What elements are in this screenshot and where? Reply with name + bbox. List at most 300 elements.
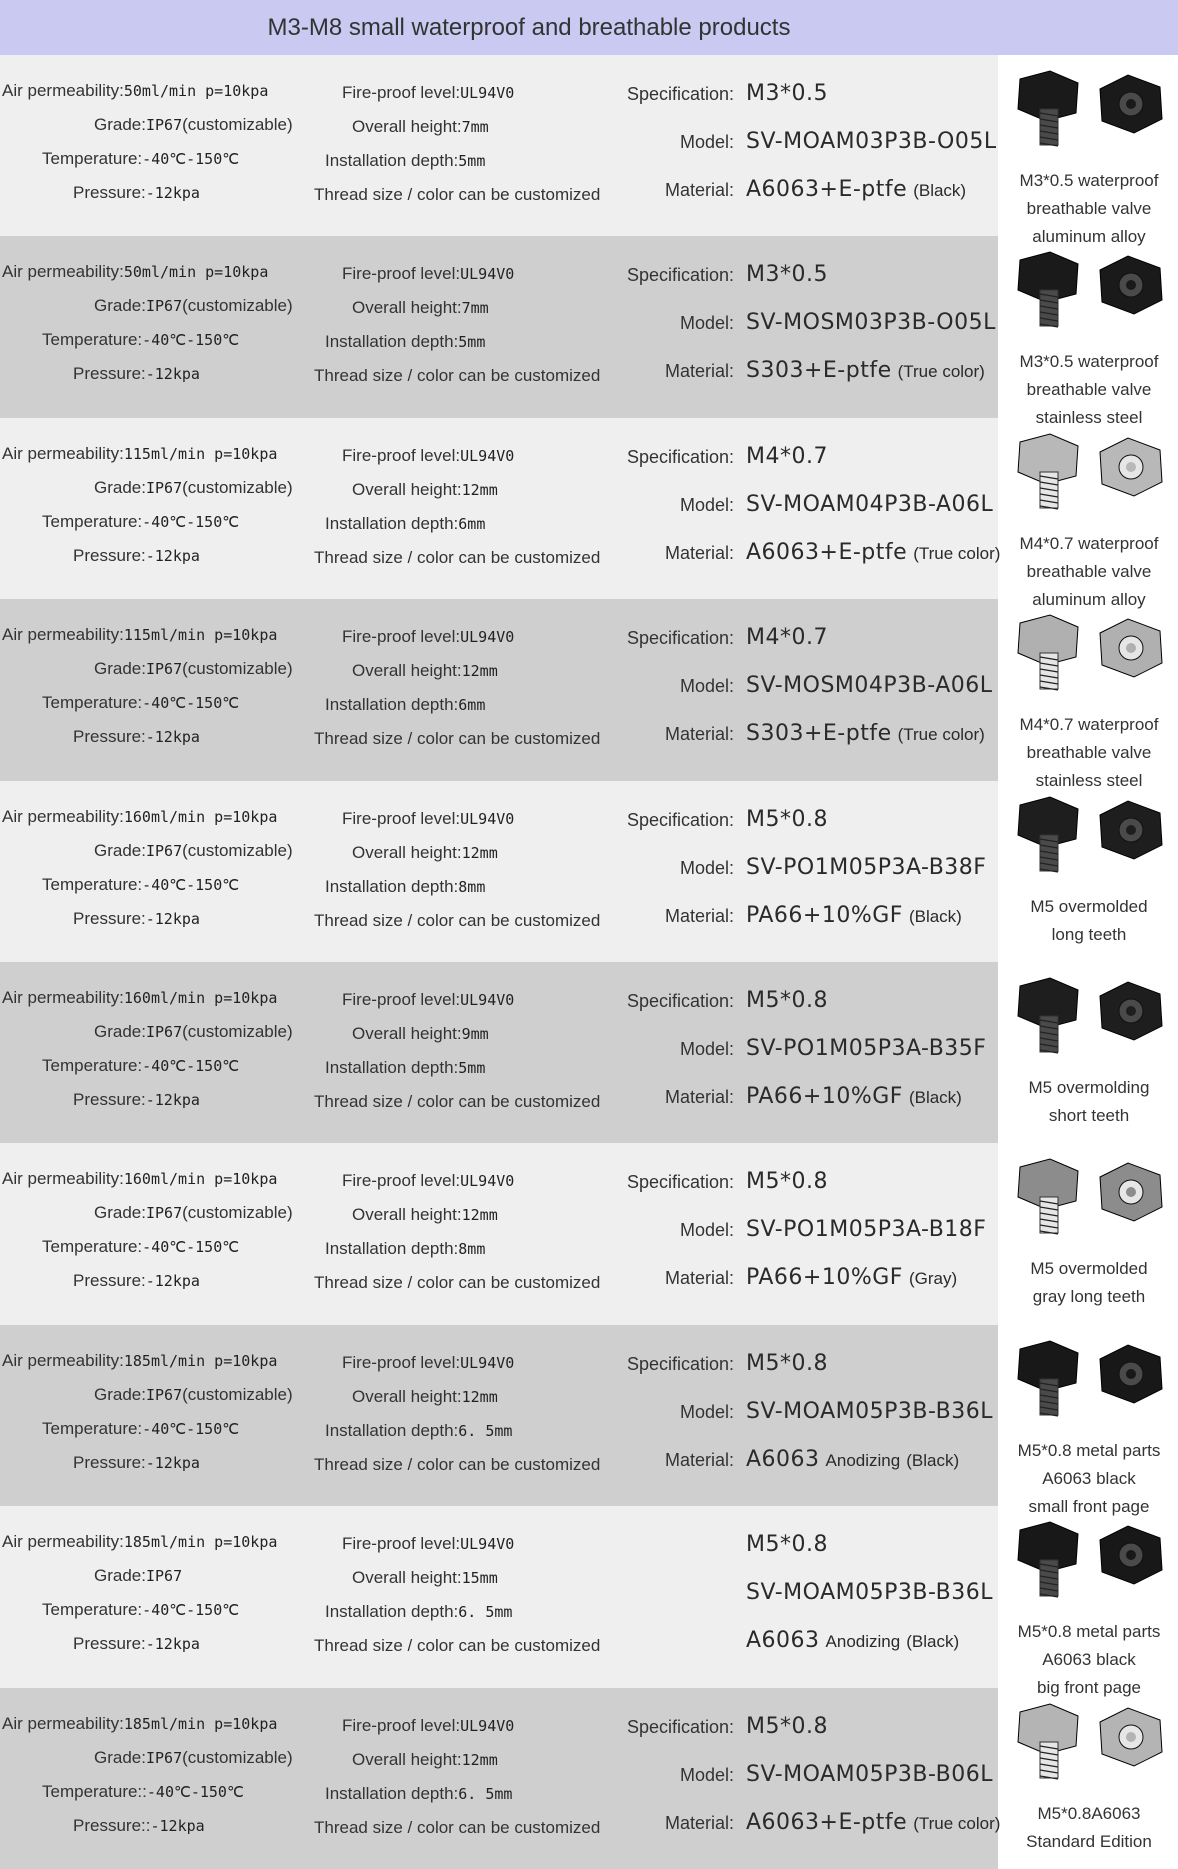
material-label: Material: (664, 542, 734, 563)
model-value: SV-MOAM04P3B-A06L (746, 491, 994, 517)
model-label: Model: (679, 857, 734, 878)
specification (609, 1351, 828, 1376)
fire-proof-level (342, 264, 514, 284)
model (609, 1762, 993, 1787)
installation-depth-value: 8mm (458, 877, 486, 896)
installation-depth-label: Installation depth: (325, 513, 459, 533)
material (609, 1265, 957, 1290)
model (609, 1036, 986, 1061)
model-label: Model: (679, 1038, 734, 1059)
grade (94, 841, 293, 861)
overall-height-label: Overall height: (352, 1205, 462, 1225)
pressure-label: Pressure: (73, 545, 146, 565)
material (609, 1084, 962, 1109)
overall-height-value: 7mm (461, 118, 489, 136)
overall-height (352, 298, 489, 318)
model (609, 673, 993, 698)
installation-depth-label: Installation depth: (325, 695, 459, 715)
temperature-value: -40℃-150℃ (146, 1782, 244, 1801)
product-caption: M3*0.5 waterproof breathable valve stainless steel (1019, 352, 1159, 428)
model-label: Model: (679, 313, 734, 334)
pressure-label: Pressure: (73, 1271, 146, 1291)
overall-height-value: 12mm (461, 1387, 498, 1406)
customization-note: Thread size / color can be customized (314, 1091, 601, 1111)
specification-label: Specification: (626, 446, 734, 467)
table-row (0, 1506, 1178, 1698)
installation-depth-value: 5mm (458, 333, 486, 352)
fire-proof-level-value: UL94V0 (460, 628, 515, 647)
temperature-label: Temperature: (42, 511, 143, 531)
fire-proof-level-label: Fire-proof level: (342, 808, 461, 828)
air-permeability (2, 81, 268, 101)
fire-proof-level-label: Fire-proof level: (342, 1534, 461, 1554)
model-label: Model: (679, 1220, 734, 1241)
installation-depth (325, 1784, 512, 1804)
fire-proof-level-label: Fire-proof level: (342, 989, 461, 1009)
customization-note: Thread size / color can be customized (314, 1817, 601, 1837)
pressure-value: -12kpa (145, 365, 200, 384)
silver-slotted-valve-icon (1000, 603, 1178, 713)
air-permeability-label: Air permeability: (2, 1532, 124, 1552)
pressure-value: -12kpa (145, 1272, 200, 1291)
grade-label: Grade: (94, 296, 146, 316)
grade-note: (customizable) (182, 1384, 293, 1404)
installation-depth-value: 6. 5mm (458, 1421, 513, 1440)
installation-depth (325, 877, 485, 897)
overall-height (352, 661, 498, 681)
model-label: Model: (679, 494, 734, 515)
grade-note: (customizable) (182, 477, 293, 497)
pressure (73, 909, 200, 929)
installation-depth-label: Installation depth: (325, 151, 459, 170)
pressure-label: Pressure: (73, 1452, 146, 1472)
material (609, 1628, 959, 1653)
table-row (0, 1143, 1178, 1324)
grade-value: IP67 (145, 297, 183, 316)
pressure (73, 1634, 200, 1654)
material-color-note: (True color) (897, 725, 985, 745)
temperature-label: Temperature: (42, 1237, 143, 1257)
material (609, 177, 966, 202)
material-value: A6063+E-ptfe (746, 1809, 908, 1835)
temperature-value: -40℃-150℃ (142, 150, 240, 168)
temperature-label: Temperature: (42, 330, 143, 350)
installation-depth-value: 6. 5mm (458, 1603, 513, 1622)
material-color-note: (Black) (908, 906, 962, 926)
temperature (42, 1782, 244, 1802)
air-permeability-value: 50ml/min p=10kpa (123, 82, 269, 100)
specification-label: Specification: (626, 1353, 734, 1374)
air-permeability-value: 115ml/min p=10kpa (123, 444, 278, 463)
pressure-label: Pressure: (73, 1634, 146, 1654)
material-label: Material: (664, 1449, 734, 1470)
air-permeability-value: 160ml/min p=10kpa (123, 988, 278, 1007)
pressure-label: Pressure: (73, 364, 146, 384)
customization-note: Thread size / color can be customized (314, 729, 601, 749)
overall-height-value: 12mm (461, 480, 498, 499)
pressure (73, 1453, 200, 1473)
product-image (1000, 236, 1178, 428)
temperature (42, 1237, 239, 1257)
pressure-value: -12kpa (145, 184, 200, 202)
air-permeability-value: 50ml/min p=10kpa (123, 263, 269, 282)
material-value: A6063 (746, 1628, 820, 1654)
temperature-label: Temperature: (42, 1418, 143, 1438)
silver-valve-icon (1000, 1692, 1178, 1802)
product-image (1000, 962, 1178, 1143)
model (609, 129, 997, 154)
product-image (1000, 1506, 1178, 1698)
product-image (1000, 1688, 1178, 1869)
black-hex-valve-icon (1000, 59, 1178, 169)
overall-height (352, 843, 498, 863)
overall-height-label: Overall height: (352, 1386, 462, 1406)
air-permeability-label: Air permeability: (2, 81, 124, 100)
pressure-value: -12kpa (145, 1090, 200, 1109)
model-label: Model: (679, 132, 734, 152)
installation-depth (325, 1421, 512, 1441)
pressure (73, 183, 200, 203)
overall-height-label: Overall height: (352, 1568, 462, 1588)
installation-depth-label: Installation depth: (325, 1602, 459, 1622)
grade-label: Grade: (94, 840, 146, 860)
installation-depth-value: 6mm (458, 696, 486, 715)
grade (94, 115, 293, 135)
grade-value: IP67 (145, 116, 183, 134)
material-color-note: (True color) (897, 362, 985, 382)
grade-label: Grade: (94, 1384, 146, 1404)
model-value: SV-PO1M05P3A-B38F (746, 854, 987, 880)
grade-label: Grade: (94, 1747, 146, 1767)
customization-note: Thread size / color can be customized (314, 547, 601, 567)
overall-height-value: 12mm (461, 843, 498, 862)
pressure-label: Pressure: (73, 908, 146, 928)
installation-depth-value: 8mm (458, 1240, 486, 1259)
specification (609, 1714, 828, 1739)
material (609, 358, 985, 383)
overall-height-value: 15mm (461, 1569, 498, 1588)
fire-proof-level (342, 446, 514, 466)
material (609, 1810, 1000, 1835)
grade-value: IP67 (145, 660, 183, 679)
air-permeability-label: Air permeability: (2, 1169, 124, 1189)
grade-label: Grade: (94, 477, 146, 497)
model (609, 855, 986, 880)
overall-height (352, 1568, 498, 1588)
model-label: Model: (679, 676, 734, 697)
specification-label: Specification: (626, 265, 734, 286)
overall-height (352, 1024, 489, 1044)
fire-proof-level (342, 990, 514, 1010)
grade (94, 1203, 293, 1223)
model-value: SV-MOAM05P3B-B36L (746, 1398, 993, 1424)
overall-height-label: Overall height: (352, 479, 462, 499)
grade (94, 659, 293, 679)
model (609, 1580, 993, 1605)
specification-value: M5*0.8 (746, 1350, 828, 1376)
material-finish: Anodizing (825, 1450, 901, 1470)
pressure-label: Pressure:: (73, 1815, 151, 1835)
installation-depth (325, 1602, 512, 1622)
specification (609, 262, 828, 287)
fire-proof-level-value: UL94V0 (460, 1535, 515, 1554)
pressure (73, 546, 200, 566)
overall-height (352, 1750, 498, 1770)
grade-label: Grade: (94, 1566, 146, 1586)
overall-height (352, 1205, 498, 1225)
model (609, 492, 993, 517)
specification (609, 1532, 828, 1557)
air-permeability (2, 262, 268, 282)
temperature-label: Temperature: (42, 874, 143, 894)
material-color-note: (True color) (913, 543, 1001, 563)
model-value: SV-MOAM05P3B-B36L (746, 1580, 993, 1606)
product-image (1000, 599, 1178, 791)
model (609, 310, 996, 335)
product-image (1000, 781, 1178, 962)
product-caption: M5 overmolded long teeth (1030, 896, 1148, 944)
air-permeability-value: 185ml/min p=10kpa (123, 1714, 278, 1733)
product-caption: M3*0.5 waterproof breathable valve aluminum alloy (1019, 171, 1159, 246)
overall-height-value: 12mm (461, 1750, 498, 1769)
fire-proof-level-value: UL94V0 (460, 446, 515, 465)
fire-proof-level-value: UL94V0 (460, 265, 515, 284)
product-table (0, 55, 1178, 1869)
customization-note: Thread size / color can be customized (314, 1636, 601, 1656)
installation-depth-value: 6. 5mm (458, 1784, 513, 1803)
fire-proof-level-label: Fire-proof level: (342, 264, 461, 284)
specification (609, 807, 828, 832)
installation-depth-value: 6mm (458, 514, 486, 533)
installation-depth-value: 5mm (458, 152, 486, 170)
table-row (0, 1325, 1178, 1516)
grade-label: Grade: (94, 1021, 146, 1041)
overall-height-value: 12mm (461, 662, 498, 681)
air-permeability (2, 444, 277, 464)
fire-proof-level (342, 1534, 514, 1554)
grade (94, 1022, 293, 1042)
model-value: SV-MOSM04P3B-A06L (746, 673, 993, 699)
specification-value: M5*0.8 (746, 987, 828, 1013)
overall-height-label: Overall height: (352, 842, 462, 862)
grade-value: IP67 (145, 1748, 183, 1767)
specification (609, 625, 828, 650)
specification-value: M5*0.8 (746, 1169, 828, 1195)
overall-height-value: 9mm (461, 1024, 489, 1043)
fire-proof-level-value: UL94V0 (460, 84, 515, 102)
overall-height-label: Overall height: (352, 661, 462, 681)
material-label: Material: (664, 1812, 734, 1833)
air-permeability (2, 807, 277, 827)
installation-depth-label: Installation depth: (325, 1783, 459, 1803)
air-permeability-value: 160ml/min p=10kpa (123, 807, 278, 826)
air-permeability (2, 1169, 277, 1189)
grade-note: (customizable) (182, 840, 293, 860)
material-value: PA66+10%GF (746, 1265, 903, 1291)
table-row (0, 962, 1178, 1143)
model (609, 1399, 993, 1424)
grade-label: Grade: (94, 1203, 146, 1223)
material (609, 903, 962, 928)
air-permeability-label: Air permeability: (2, 262, 124, 282)
air-permeability-value: 115ml/min p=10kpa (123, 626, 278, 645)
specification-value: M5*0.8 (746, 1532, 828, 1558)
material-color-note: (True color) (913, 1813, 1001, 1833)
temperature-label: Temperature: (42, 693, 143, 713)
specification (609, 81, 828, 106)
grade-value: IP67 (145, 1204, 183, 1223)
air-permeability-label: Air permeability: (2, 625, 124, 645)
material-value: S303+E-ptfe (746, 721, 892, 747)
fire-proof-level (342, 627, 514, 647)
pressure-label: Pressure: (73, 183, 146, 202)
grade (94, 478, 293, 498)
air-permeability-value: 185ml/min p=10kpa (123, 1533, 278, 1552)
customization-note: Thread size / color can be customized (314, 366, 601, 386)
customization-note: Thread size / color can be customized (314, 1454, 601, 1474)
product-caption: M5*0.8 metal parts A6063 black big front page (1017, 1622, 1161, 1698)
fire-proof-level-label: Fire-proof level: (342, 1352, 461, 1372)
grade (94, 1566, 182, 1586)
material-color-note: (Black) (906, 1450, 960, 1470)
page-title: M3-M8 small waterproof and breathable products (267, 13, 791, 41)
specification-label: Specification: (626, 1172, 734, 1193)
material-label: Material: (664, 1268, 734, 1289)
air-permeability (2, 1714, 277, 1734)
fire-proof-level-label: Fire-proof level: (342, 1715, 461, 1735)
product-image (1000, 1143, 1178, 1324)
installation-depth-label: Installation depth: (325, 876, 459, 896)
specification (609, 1169, 828, 1194)
temperature (42, 1419, 239, 1439)
gray-overmolded-valve-icon (1000, 1147, 1178, 1257)
material-label: Material: (664, 361, 734, 382)
specification-label: Specification: (626, 1716, 734, 1737)
model-value: SV-MOAM03P3B-O05L (746, 129, 997, 154)
specification-value: M5*0.8 (746, 806, 828, 832)
air-permeability (2, 1532, 277, 1552)
pressure-label: Pressure: (73, 1089, 146, 1109)
product-image (1000, 55, 1178, 246)
material-value: PA66+10%GF (746, 1083, 903, 1109)
model-value: SV-PO1M05P3A-B18F (746, 1217, 987, 1243)
specification-value: M4*0.7 (746, 625, 828, 651)
installation-depth-label: Installation depth: (325, 332, 459, 352)
temperature-label: Temperature: (42, 1055, 143, 1075)
grade-value: IP67 (145, 841, 183, 860)
product-image (1000, 418, 1178, 609)
overall-height (352, 480, 498, 500)
fire-proof-level-value: UL94V0 (460, 990, 515, 1009)
grade-note: (customizable) (182, 296, 293, 316)
fire-proof-level-value: UL94V0 (460, 1172, 515, 1191)
overall-height-label: Overall height: (352, 1023, 462, 1043)
installation-depth-label: Installation depth: (325, 1420, 459, 1440)
overall-height-label: Overall height: (352, 1749, 462, 1769)
grade (94, 296, 293, 316)
overall-height (352, 1387, 498, 1407)
table-row (0, 236, 1178, 428)
product-caption: M5*0.8A6063 Standard Edition (1026, 1803, 1152, 1851)
product-caption: M5 overmolding short teeth (1028, 1077, 1150, 1125)
temperature-value: -40℃-150℃ (142, 1238, 240, 1257)
material-color-note: (Black) (908, 1087, 962, 1107)
fire-proof-level-label: Fire-proof level: (342, 1171, 461, 1191)
fire-proof-level (342, 83, 514, 103)
material-label: Material: (664, 1086, 734, 1107)
fire-proof-level (342, 1353, 514, 1373)
fire-proof-level (342, 1716, 514, 1736)
pressure (73, 727, 200, 747)
fire-proof-level-value: UL94V0 (460, 809, 515, 828)
model-value: SV-MOAM05P3B-B06L (746, 1761, 993, 1787)
grade-note: (customizable) (182, 1203, 293, 1223)
product-image (1000, 1325, 1178, 1516)
product-caption: M4*0.7 waterproof breathable valve stainless steel (1019, 715, 1159, 791)
grade-label: Grade: (94, 115, 146, 134)
material (609, 721, 985, 746)
customization-note: Thread size / color can be customized (314, 1273, 601, 1293)
installation-depth (325, 332, 485, 352)
overall-height-value: 12mm (461, 1206, 498, 1225)
specification-label: Specification: (626, 990, 734, 1011)
specification (609, 444, 828, 469)
temperature (42, 693, 239, 713)
overall-height-label: Overall height: (352, 117, 462, 136)
product-caption: M4*0.7 waterproof breathable valve aluminum alloy (1019, 533, 1159, 609)
temperature (42, 1600, 239, 1620)
grade-note: (customizable) (182, 115, 293, 134)
installation-depth-label: Installation depth: (325, 1057, 459, 1077)
product-caption: M5 overmolded gray long teeth (1030, 1259, 1148, 1307)
black-overmolded-valve-icon (1000, 785, 1178, 895)
air-permeability (2, 1351, 277, 1371)
model-value: SV-PO1M05P3A-B35F (746, 1035, 987, 1061)
model-value: SV-MOSM03P3B-O05L (746, 310, 996, 336)
material (609, 1447, 959, 1472)
installation-depth (325, 1058, 485, 1078)
fire-proof-level-label: Fire-proof level: (342, 445, 461, 465)
installation-depth (325, 1239, 485, 1259)
temperature-value: -40℃-150℃ (142, 512, 240, 531)
pressure (73, 364, 200, 384)
fire-proof-level-value: UL94V0 (460, 1716, 515, 1735)
temperature-value: -40℃-150℃ (142, 694, 240, 713)
black-overmolded-valve-icon (1000, 966, 1178, 1076)
table-row (0, 418, 1178, 609)
fire-proof-level (342, 809, 514, 829)
fire-proof-level-value: UL94V0 (460, 1353, 515, 1372)
grade (94, 1748, 293, 1768)
specification-label: Specification: (626, 84, 734, 104)
material-label: Material: (664, 724, 734, 745)
pressure (73, 1271, 200, 1291)
air-permeability (2, 625, 277, 645)
pressure-value: -12kpa (150, 1816, 205, 1835)
silver-slotted-valve-icon (1000, 422, 1178, 532)
table-row (0, 599, 1178, 791)
temperature-label: Temperature: (42, 1600, 143, 1620)
specification-label: Specification: (626, 809, 734, 830)
material-label: Material: (664, 905, 734, 926)
temperature (42, 149, 239, 169)
temperature (42, 512, 239, 532)
pressure-value: -12kpa (145, 1453, 200, 1472)
overall-height-label: Overall height: (352, 298, 462, 318)
pressure (73, 1090, 200, 1110)
air-permeability-label: Air permeability: (2, 806, 124, 826)
material-value: A6063+E-ptfe (746, 177, 908, 202)
